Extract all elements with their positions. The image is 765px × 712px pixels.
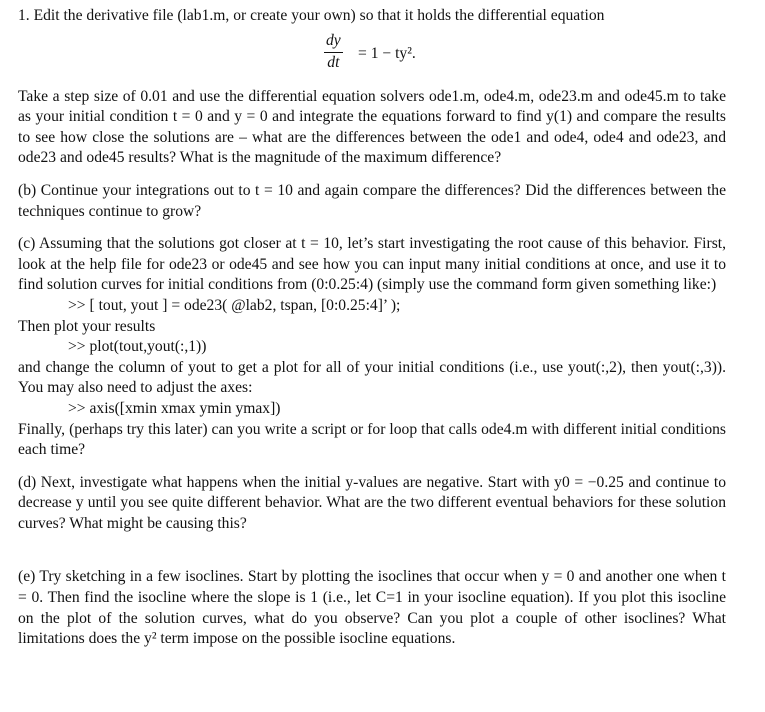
question-b: (b) Continue your integrations out to t = 10 and again compare the differences? Did the differences between the techniques continue to grow? — [18, 181, 726, 220]
question-c-text-3: and change the column of yout to get a plot for all of your initial conditions (i.e., use yout(:,2), then yout(:,3)). You may also need to adjust the axes: — [18, 358, 726, 397]
question-d: (d) Next, investigate what happens when the initial y-values are negative. Start with y0 = −0.25 and continue to decrease y until you see quite different behavior. What are the two different eventual behaviors for these solution curves? What might be causing this? — [18, 473, 726, 532]
document-page — [18, 6, 726, 650]
question-c-text-4: Finally, (perhaps try this later) can you write a script or for loop that calls ode4.m with different initial conditions each time? — [18, 420, 726, 459]
derivative-fraction — [324, 31, 343, 73]
equation-right-side: = 1 − ty². — [358, 44, 416, 62]
question-1-body: Take a step size of 0.01 and use the differential equation solvers ode1.m, ode4.m, ode23.m and ode45.m to take as your initial condition t = 0 and y = 0 and integrate the equations forward to find y(1) and compare the results to see how close the solutions are – what are the differences between the ode1 and ode4, ode4 and ode23, and ode23 and ode45 results? What is the magnitude of the maximum difference? — [18, 87, 726, 167]
question-c-text-1: (c) Assuming that the solutions got closer at t = 10, let’s start investigating the root cause of this behavior. First, look at the help file for ode23 or ode45 and see how you can input many initial conditions at once, and use it to find solution curves for initial conditions from (0:0.25:4) (simply use the command form given something like:) — [18, 235, 726, 294]
command-axis: >> axis([xmin xmax ymin ymax]) — [68, 399, 281, 417]
question-1-intro: 1. Edit the derivative file (lab1.m, or create your own) so that it holds the differential equation — [18, 7, 605, 24]
question-e: (e) Try sketching in a few isoclines. Start by plotting the isoclines that occur when y = 0 and another one when t = 0. Then find the isocline where the slope is 1 (i.e., let C=1 in your isocline equation). If you plot this isocline on the plot of the solution curves, what do you observe? Can you plot a couple of other isoclines? What limitations does the y² term impose on the possible isocline equations. — [18, 568, 726, 648]
command-plot: >> plot(tout,yout(:,1)) — [68, 338, 207, 356]
fraction-numerator: dy — [324, 31, 343, 53]
command-ode23: >> [ tout, yout ] = ode23( @lab2, tspan, [0:0.25:4]’ ); — [68, 296, 401, 314]
fraction-denominator: dt — [327, 53, 340, 71]
differential-equation — [18, 27, 726, 87]
question-c-text-2: Then plot your results — [18, 317, 156, 335]
